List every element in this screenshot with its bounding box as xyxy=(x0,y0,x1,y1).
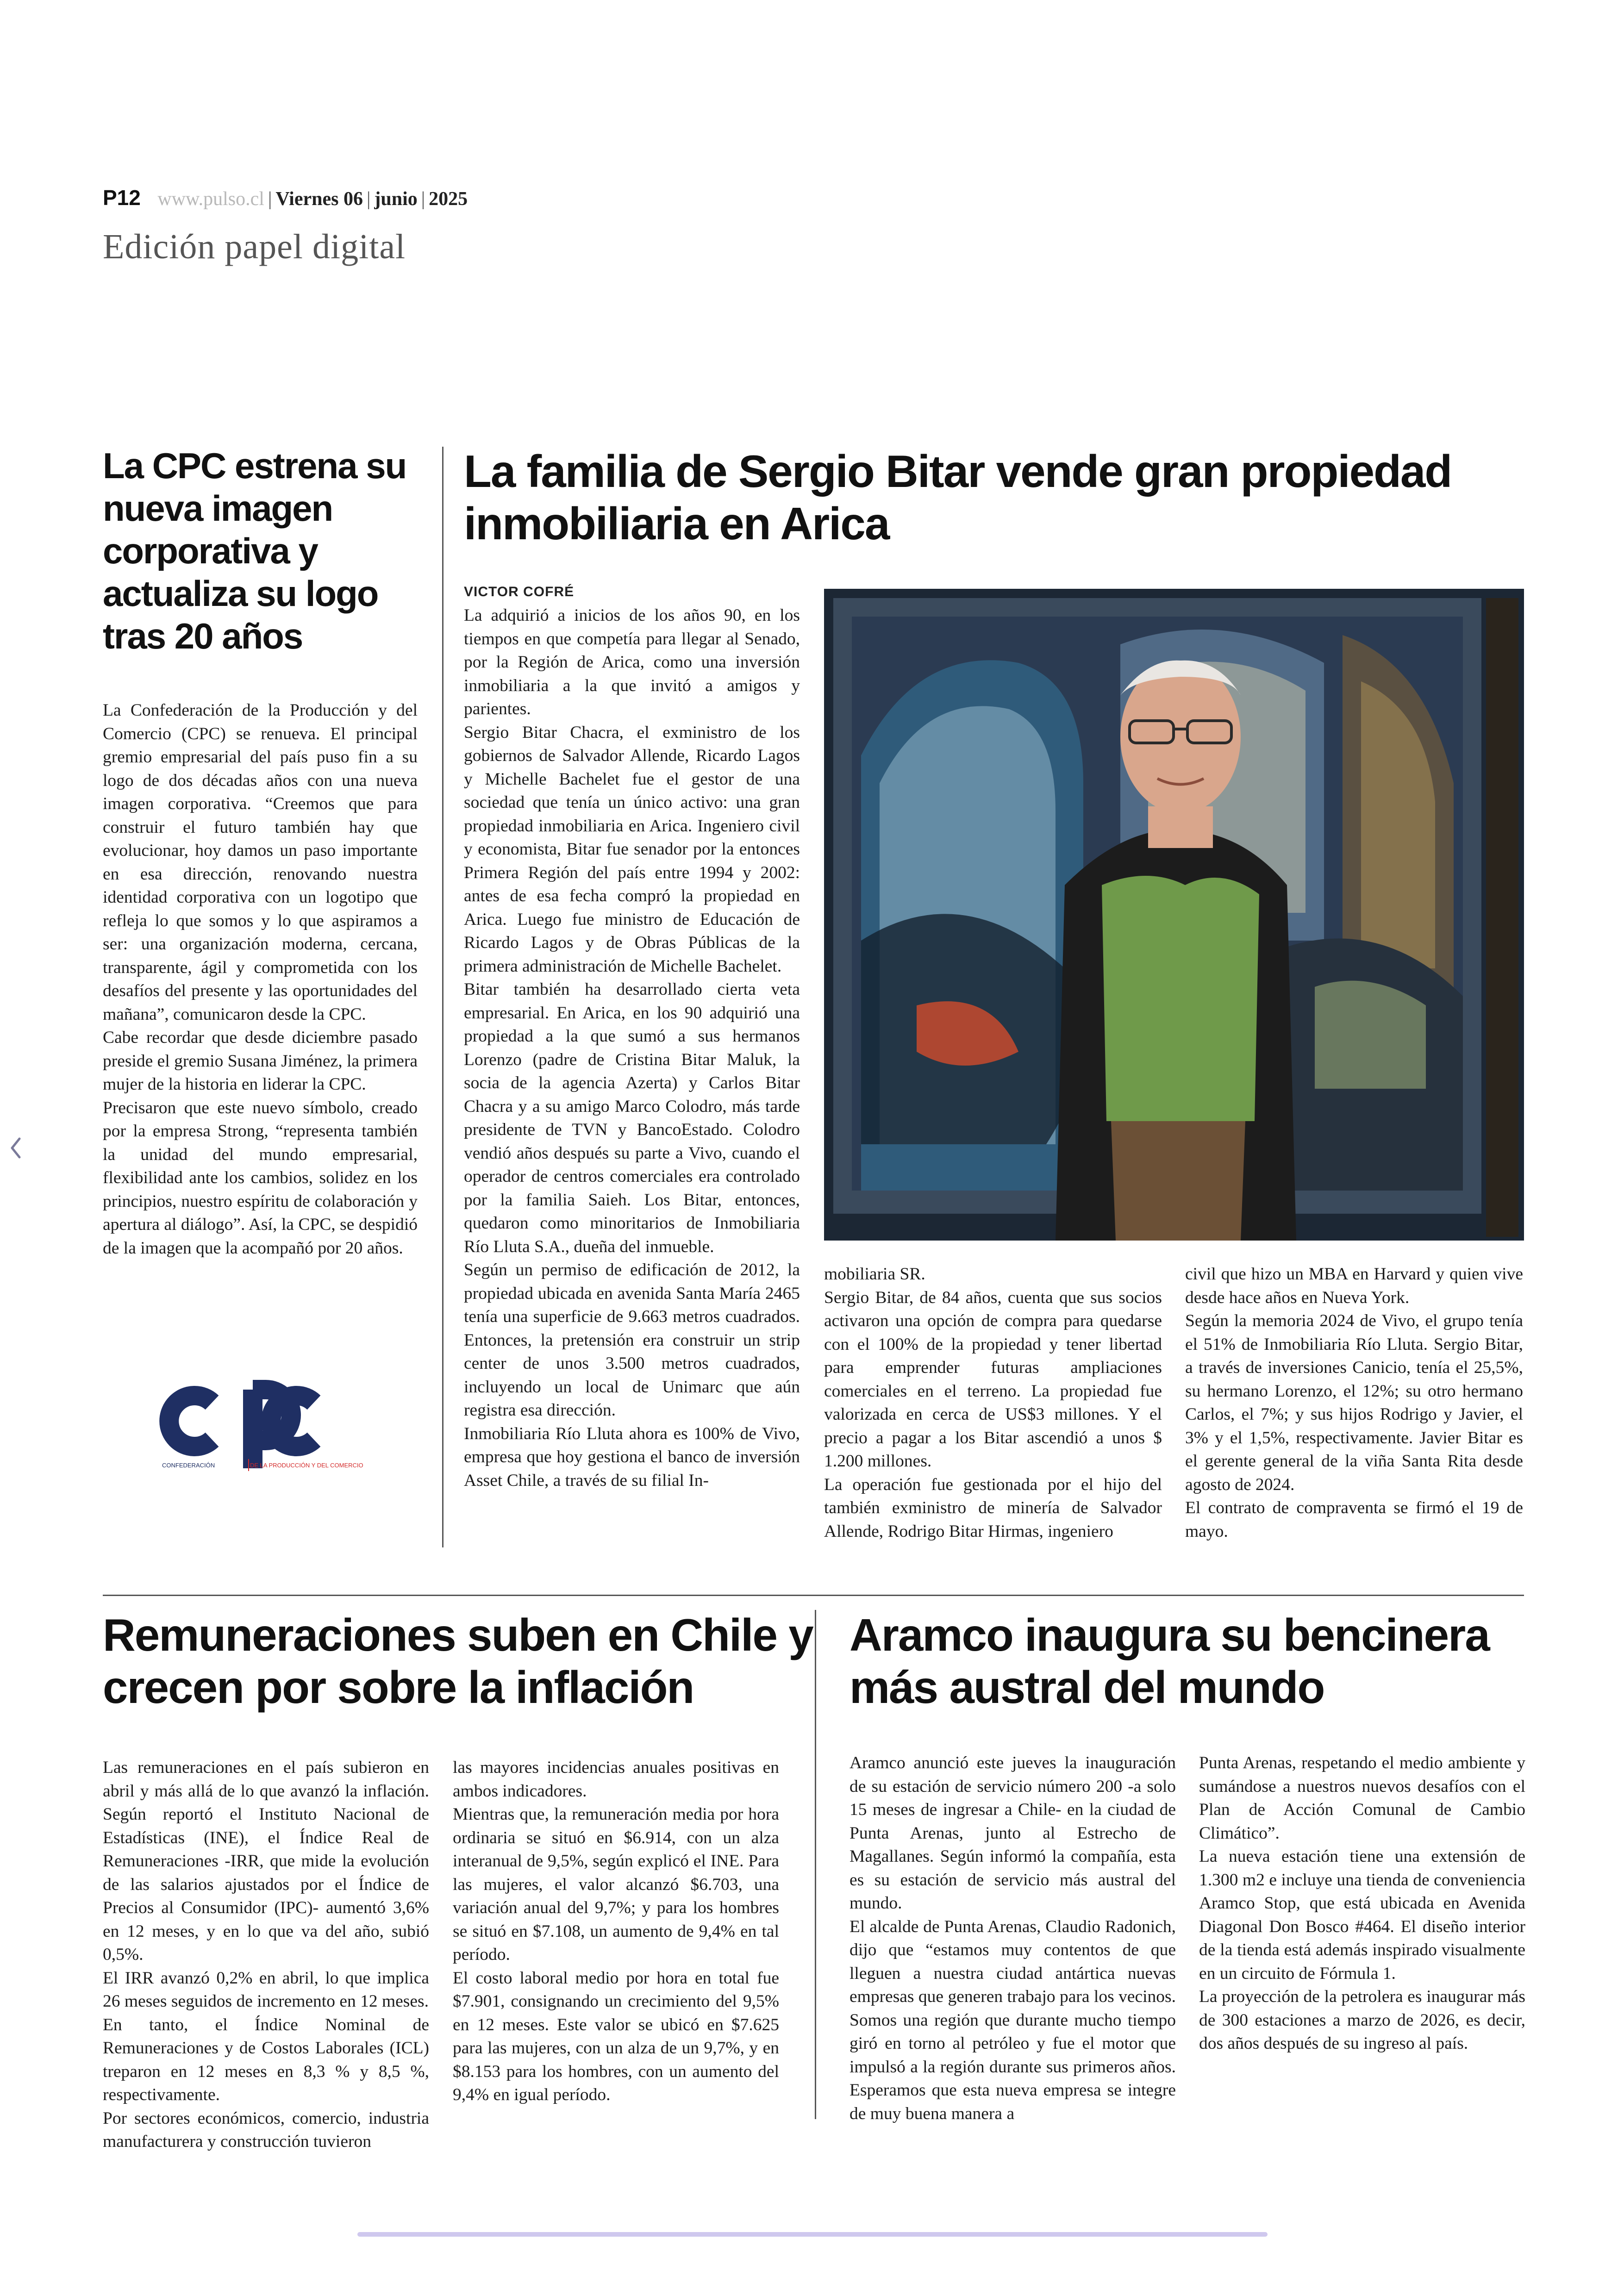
bitar-paragraph: mobiliaria SR. xyxy=(824,1265,925,1284)
rem-paragraph: Por sectores económicos, comercio, industria manufacturera y construcción tuvieron xyxy=(103,2108,429,2151)
bitar-paragraph: El contrato de compraventa se firmó el 19 de mayo. xyxy=(1185,1498,1523,1541)
logo-caption-left: CONFEDERACIÓN xyxy=(162,1462,215,1469)
section-divider xyxy=(103,1595,1524,1596)
header-day: Viernes 06 xyxy=(275,188,363,210)
aramco-body-col1 xyxy=(849,1752,1176,2126)
bitar-paragraph: Según un permiso de edificación de 2012, la propiedad ubicada en avenida Santa María 2465 tenía una superficie de 9.663 metros cuadrados. Entonces, la pretensión era construir un strip center de unos 3.500 metros cuadrados, incluyendo un local de Unimarc que aún registra esa dirección. xyxy=(464,1260,800,1420)
bitar-body-col2 xyxy=(824,1263,1162,1543)
rem-paragraph: Las remuneraciones en el país subieron en abril y más allá de lo que avanzó la inflación. Según reportó el Instituto Nacional de Estadísticas (INE), el Índice Real de Remuneraciones -IRR, que mide la evolución de las salarios ajustados por el Índice de Precios al Consumidor (IPC)- aumentó 3,6% en 12 meses, y en lo que va del año, subió 0,5%. xyxy=(103,1758,429,1964)
bitar-body-col3 xyxy=(1185,1263,1523,1543)
rem-headline: Remuneraciones suben en Chile y crecen por sobre la inflación xyxy=(103,1609,813,1713)
rem-paragraph: Mientras que, la remuneración media por hora ordinaria se situó en $6.914, con un alza interanual de 9,5%, según explicó el INE. Para las mujeres, el valor alcanzó $6.703, una variación anual del 9,7%; y para los hombres se situó en $7.108, un aumento de 9,4% en tal período. xyxy=(453,1805,779,1964)
page-header: P12 www.pulso.cl | Viernes 06 | junio | 2025 xyxy=(103,186,468,210)
bitar-body-col1 xyxy=(464,604,800,1492)
bitar-paragraph: Sergio Bitar, de 84 años, cuenta que sus socios activaron una opción de compra para quedarse con el 100% de la propiedad y tener libertad para emprender futuras ampliaciones comerciales en el terreno. La propiedad fue valorizada en cerca de US$3 millones. Y el precio a pagar a los Bitar ascendió a unos $ 1.200 millones. xyxy=(824,1288,1162,1471)
bitar-paragraph: Bitar también ha desarrollado cierta veta empresarial. En Arica, en los 90 adquirió una propiedad a la que sumó a sus hermanos Lorenzo (padre de Cristina Bitar Maluk, la socia de la agencia Azerta) y Carlos Bitar Chacra y a su amigo Marco Colodro, más tarde presidente de TVN y BancoEstado. Colodro vendió años después su parte a Vivo, cuando el operador de centros comerciales era controlado por la familia Saieh. Los Bitar, entonces, quedaron como minoritarios de Inmobiliaria Río Lluta S.A., dueña del inmueble. xyxy=(464,980,800,1256)
bitar-paragraph: La operación fue gestionada por el hijo del también exministro de minería de Salvador Allende, Rodrigo Bitar Hirmas, ingeniero xyxy=(824,1475,1162,1541)
column-divider xyxy=(815,1610,816,2119)
cpc-paragraph: La Confederación de la Producción y del Comercio (CPC) se renueva. El principal gremio empresarial del país puso fin a su logo de dos décadas años con una nueva imagen corporativa. “Creemos que para construir el futuro también hay que evolucionar, hoy damos un paso importante en esa dirección, renovando nuestra identidad corporativa con un logotipo que refleja lo que somos y lo que aspiramos a ser: una organización moderna, cercana, transparente, ágil y comprometida con los desafíos del presente y las oportunidades del mañana”, comunicaron desde la CPC. xyxy=(103,701,418,1024)
rem-paragraph: En tanto, el Índice Nominal de Remuneraciones y de Costos Laborales (ICL) treparon en 12 meses en 8,3 % y 8,5 %, respectivamente. xyxy=(103,2015,429,2104)
cpc-body xyxy=(103,699,418,1260)
horizontal-scrollbar[interactable] xyxy=(357,2232,1268,2237)
page-number: P12 xyxy=(103,186,141,210)
cpc-logo xyxy=(157,1370,380,1486)
bitar-paragraph: Inmobiliaria Río Lluta ahora es 100% de Vivo, empresa que hoy gestiona el banco de inversión Asset Chile, a través de su filial In- xyxy=(464,1424,800,1490)
bitar-photo xyxy=(824,589,1524,1241)
header-month: junio xyxy=(374,188,418,210)
cpc-headline: La CPC estrena su nueva imagen corporativa y actualiza su logo tras 20 años xyxy=(103,445,406,656)
portrait-image xyxy=(824,589,1524,1241)
column-divider xyxy=(442,447,443,1547)
header-year: 2025 xyxy=(429,188,468,210)
cpc-paragraph: Precisaron que este nuevo símbolo, creado por la empresa Strong, “representa también la unidad del mundo empresarial, flexibilidad ante los cambios, solidez en los principios, nuestro espíritu de colaboración y apertura al diálogo”. Así, la CPC, se despidió de la imagen que la acompañó por 20 años. xyxy=(103,1098,418,1258)
rem-body-col2 xyxy=(453,1756,779,2107)
bitar-byline: VICTOR COFRÉ xyxy=(464,584,575,599)
bitar-paragraph: civil que hizo un MBA en Harvard y quien vive desde hace años en Nueva York. xyxy=(1185,1265,1523,1307)
section-title: Edición papel digital xyxy=(103,227,406,266)
bitar-paragraph: La adquirió a inicios de los años 90, en los tiempos en que competía para llegar al Senado, por la Región de Arica, como una inversión inmobiliaria a la que invitó a amigos y parientes. xyxy=(464,606,800,718)
aramco-paragraph: La nueva estación tiene una extensión de 1.300 m2 e incluye una tienda de conveniencia Aramco Stop, que está ubicada en Avenida Diagonal Don Bosco #464. El diseño interior de la tienda está además inspirado visualmente en un circuito de Fórmula 1. xyxy=(1199,1847,1525,1983)
site-url[interactable]: www.pulso.cl xyxy=(157,188,264,210)
rem-body-col1 xyxy=(103,1756,429,2154)
cpc-logo-graphic xyxy=(157,1370,380,1486)
aramco-paragraph: El alcalde de Punta Arenas, Claudio Radonich, dijo que “estamos muy contentos de que lleguen a nuestra ciudad antártica nuevas empresas que generen trabajo para los vecinos. Somos una región que durante mucho tiempo giró en torno al petróleo y fue el motor que impulsó a la región durante sus primeros años. Esperamos que esta nueva empresa se integre de muy buena manera a xyxy=(849,1917,1176,2123)
rem-paragraph: las mayores incidencias anuales positivas en ambos indicadores. xyxy=(453,1758,779,1801)
previous-page-button[interactable] xyxy=(6,1134,25,1164)
chevron-left-icon xyxy=(6,1134,25,1162)
aramco-paragraph: Punta Arenas, respetando el medio ambiente y sumándose a nuestros nuevos desafíos con el Plan de Acción Comunal de Cambio Climático”. xyxy=(1199,1753,1525,1843)
rem-paragraph: El costo laboral medio por hora en total fue $7.901, consignando un crecimiento del 9,5% en 12 meses. Este valor se ubicó en $7.625 para las mujeres, con un alza de un 9,7%, y en $8.153 para los hombres, con un aumento del 9,4% en igual período. xyxy=(453,1968,779,2104)
aramco-body-col2 xyxy=(1199,1752,1525,2056)
aramco-paragraph: Aramco anunció este jueves la inauguración de su estación de servicio número 200 -a solo 15 meses de ingresar a Chile- en la ciudad de Punta Arenas, junto al Estrecho de Magallanes. Según informó la compañía, esta es su estación de servicio más austral del mundo. xyxy=(849,1753,1176,1913)
bitar-paragraph: Según la memoria 2024 de Vivo, el grupo tenía el 51% de Inmobiliaria Río Lluta. Sergio Bitar, a través de inversiones Canicio, tenía el 25,5%, su hermano Lorenzo, el 12%; su otro hermano Carlos, el 7%; y sus hijos Rodrigo y Javier, el 3% y el 1,5%, respectivamente. Javier Bitar es el gerente general de la viña Santa Rita desde agosto de 2024. xyxy=(1185,1311,1523,1494)
logo-caption-right: DE LA PRODUCCIÓN Y DEL COMERCIO xyxy=(250,1462,363,1469)
rem-paragraph: El IRR avanzó 0,2% en abril, lo que implica 26 meses seguidos de incremento en 12 meses. xyxy=(103,1968,429,2011)
aramco-paragraph: La proyección de la petrolera es inaugurar más de 300 estaciones a marzo de 2026, es decir, dos años después de su ingreso al país. xyxy=(1199,1987,1525,2053)
bitar-headline: La familia de Sergio Bitar vende gran propiedad inmobiliaria en Arica xyxy=(464,446,1452,549)
cpc-paragraph: Cabe recordar que desde diciembre pasado preside el gremio Susana Jiménez, la primera mujer de la historia en liderar la CPC. xyxy=(103,1028,418,1094)
aramco-headline: Aramco inaugura su bencinera más austral del mundo xyxy=(849,1609,1489,1713)
bitar-paragraph: Sergio Bitar Chacra, el exministro de los gobiernos de Salvador Allende, Ricardo Lagos y Michelle Bachelet fue el gestor de una sociedad que tenía un único activo: una gran propiedad inmobiliaria en Arica. Ingeniero civil y economista, Bitar fue senador por la entonces Primera Región del país entre 1994 y 2002: antes de esa fecha compró la propiedad en Arica. Luego fue ministro de Educación de Ricardo Lagos y de Obras Públicas de la primera administración de Michelle Bachelet. xyxy=(464,723,800,976)
